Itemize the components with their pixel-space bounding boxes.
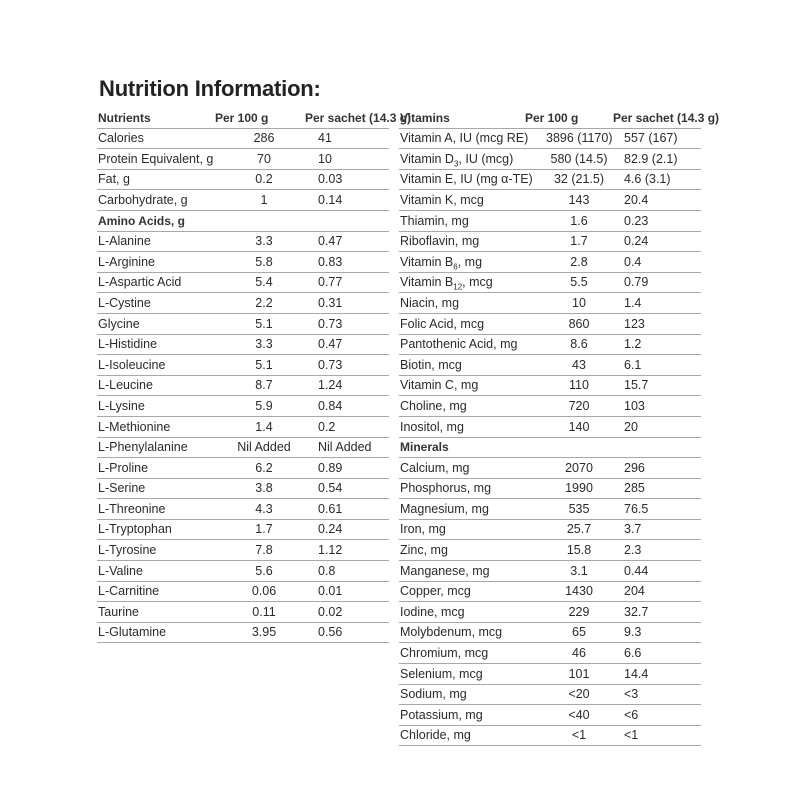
- nutrient-name: L-Lysine: [97, 396, 214, 417]
- per-100g-value: 43: [524, 355, 612, 376]
- table-row: [97, 149, 389, 170]
- per-sachet-value: 20: [612, 416, 701, 437]
- per-100g-value: 110: [524, 375, 612, 396]
- table-row: [399, 272, 701, 293]
- nutrient-name: L-Carnitine: [97, 581, 214, 602]
- table-row: [399, 705, 701, 726]
- nutrient-name: L-Leucine: [97, 375, 214, 396]
- per-sachet-value: 0.44: [612, 561, 701, 582]
- per-sachet-value: 557 (167): [612, 128, 701, 149]
- nutrient-name: Sodium, mg: [399, 684, 524, 705]
- per-sachet-value: 0.54: [304, 478, 389, 499]
- section-row: [399, 437, 701, 458]
- table-row: [97, 561, 389, 582]
- nutrient-name: Pantothenic Acid, mg: [399, 334, 524, 355]
- nutrient-name: Choline, mg: [399, 396, 524, 417]
- table-row: [97, 334, 389, 355]
- per-100g-value: 720: [524, 396, 612, 417]
- nutrient-name: Glycine: [97, 313, 214, 334]
- section-row: [97, 210, 389, 231]
- per-100g-value: 5.1: [214, 355, 304, 376]
- per-100g-value: 1.7: [524, 231, 612, 252]
- nutrient-name: Calories: [97, 128, 214, 149]
- nutrient-name: L-Cystine: [97, 293, 214, 314]
- per-sachet-value: 1.24: [304, 375, 389, 396]
- table-row: [399, 169, 701, 190]
- column-header-per-sachet: Per sachet (14.3 g): [612, 108, 701, 128]
- table-row: [97, 396, 389, 417]
- table-row: [97, 602, 389, 623]
- nutrient-name: L-Tryptophan: [97, 519, 214, 540]
- per-100g-value: 32 (21.5): [524, 169, 612, 190]
- per-100g-value: 2070: [524, 458, 612, 479]
- table-row: [399, 622, 701, 643]
- table-row: [97, 622, 389, 643]
- per-100g-value: 0.06: [214, 581, 304, 602]
- per-100g-value: 860: [524, 313, 612, 334]
- nutrient-name: L-Arginine: [97, 252, 214, 273]
- table-row: [97, 190, 389, 211]
- per-sachet-value: 0.79: [612, 272, 701, 293]
- per-sachet-value: 82.9 (2.1): [612, 149, 701, 170]
- per-sachet-value: 0.31: [304, 293, 389, 314]
- per-sachet-value: Nil Added: [304, 437, 389, 458]
- nutrient-name: Carbohydrate, g: [97, 190, 214, 211]
- table-row: [97, 478, 389, 499]
- table-row: [399, 561, 701, 582]
- table-row: [97, 540, 389, 561]
- per-sachet-value: 0.02: [304, 602, 389, 623]
- per-100g-value: 286: [214, 128, 304, 149]
- per-100g-value: 3.3: [214, 334, 304, 355]
- table-row: [97, 252, 389, 273]
- per-sachet-value: <3: [612, 684, 701, 705]
- per-sachet-value: 1.4: [612, 293, 701, 314]
- per-100g-value: 143: [524, 190, 612, 211]
- table-row: [97, 355, 389, 376]
- table-row: [399, 684, 701, 705]
- per-sachet-value: 0.47: [304, 231, 389, 252]
- nutrient-name-text: Vitamin D: [400, 151, 454, 166]
- table-row: [399, 581, 701, 602]
- table-row: [399, 458, 701, 479]
- per-100g-value: 101: [524, 664, 612, 685]
- nutrient-name: [399, 252, 524, 273]
- per-sachet-value: 0.2: [304, 416, 389, 437]
- nutrient-name: L-Glutamine: [97, 622, 214, 643]
- table-row: [399, 334, 701, 355]
- nutrient-name: Thiamin, mg: [399, 210, 524, 231]
- per-100g-value: 4.3: [214, 499, 304, 520]
- table-row: [399, 519, 701, 540]
- nutrient-name: Riboflavin, mg: [399, 231, 524, 252]
- table-row: [399, 128, 701, 149]
- per-100g-value: Nil Added: [214, 437, 304, 458]
- per-100g-value: 5.8: [214, 252, 304, 273]
- nutrient-name: Magnesium, mg: [399, 499, 524, 520]
- table-row: [97, 437, 389, 458]
- per-100g-value: 15.8: [524, 540, 612, 561]
- per-sachet-value: 2.3: [612, 540, 701, 561]
- per-sachet-value: <1: [612, 725, 701, 746]
- per-100g-value: 10: [524, 293, 612, 314]
- nutrient-name: Vitamin K, mcg: [399, 190, 524, 211]
- per-100g-value: 229: [524, 602, 612, 623]
- per-sachet-value: 0.83: [304, 252, 389, 273]
- per-100g-value: 8.7: [214, 375, 304, 396]
- nutrient-name: Selenium, mcg: [399, 664, 524, 685]
- table-row: [97, 272, 389, 293]
- per-100g-value: <20: [524, 684, 612, 705]
- nutrient-name: L-Isoleucine: [97, 355, 214, 376]
- per-sachet-value: 285: [612, 478, 701, 499]
- vitamins-minerals-table: [399, 108, 720, 746]
- table-row: [399, 602, 701, 623]
- per-sachet-value: 15.7: [612, 375, 701, 396]
- table-row: [399, 231, 701, 252]
- per-sachet-value: 0.24: [612, 231, 701, 252]
- per-sachet-value: 0.23: [612, 210, 701, 231]
- table-row: [97, 231, 389, 252]
- table-row: [97, 458, 389, 479]
- nutrient-name: L-Alanine: [97, 231, 214, 252]
- per-100g-value: 3.1: [524, 561, 612, 582]
- per-100g-value: 3896 (1170): [524, 128, 612, 149]
- nutrient-name: L-Serine: [97, 478, 214, 499]
- table-row: [399, 149, 701, 170]
- per-sachet-value: 296: [612, 458, 701, 479]
- nutrient-name-unit: , mg: [457, 254, 483, 269]
- per-100g-value: 8.6: [524, 334, 612, 355]
- nutrient-name: L-Aspartic Acid: [97, 272, 214, 293]
- per-sachet-value: 0.4: [612, 252, 701, 273]
- per-100g-value: 65: [524, 622, 612, 643]
- nutrient-name: Inositol, mg: [399, 416, 524, 437]
- nutrient-name-text: Vitamin B: [400, 275, 454, 290]
- per-100g-value: 3.95: [214, 622, 304, 643]
- per-sachet-value: 6.6: [612, 643, 701, 664]
- nutrient-name: Vitamin E, IU (mg α-TE): [399, 169, 524, 190]
- per-sachet-value: 41: [304, 128, 389, 149]
- nutrient-name: Zinc, mg: [399, 540, 524, 561]
- nutrient-name-subscript: 3: [453, 159, 459, 169]
- per-sachet-value: 9.3: [612, 622, 701, 643]
- per-sachet-value: 0.14: [304, 190, 389, 211]
- per-100g-value: 5.4: [214, 272, 304, 293]
- nutrient-name: Calcium, mg: [399, 458, 524, 479]
- table-row: [97, 581, 389, 602]
- nutrients-table: [97, 108, 412, 643]
- table-row: [399, 190, 701, 211]
- table-row: [97, 169, 389, 190]
- per-sachet-value: 0.84: [304, 396, 389, 417]
- per-100g-value: 3.8: [214, 478, 304, 499]
- per-100g-value: 140: [524, 416, 612, 437]
- nutrient-name: Biotin, mcg: [399, 355, 524, 376]
- per-sachet-value: 103: [612, 396, 701, 417]
- per-100g-value: <1: [524, 725, 612, 746]
- column-header-per-100g: Per 100 g: [524, 108, 612, 128]
- per-sachet-value: 204: [612, 581, 701, 602]
- table-row: [399, 725, 701, 746]
- nutrient-name: [399, 149, 524, 170]
- table-row: [399, 664, 701, 685]
- per-100g-value: 0.11: [214, 602, 304, 623]
- nutrient-name: L-Tyrosine: [97, 540, 214, 561]
- nutrient-name: Manganese, mg: [399, 561, 524, 582]
- per-sachet-value: 32.7: [612, 602, 701, 623]
- nutrient-name: Molybdenum, mcg: [399, 622, 524, 643]
- per-sachet-value: 20.4: [612, 190, 701, 211]
- table-header-row: [97, 108, 389, 128]
- table-row: [399, 478, 701, 499]
- section-heading: Minerals: [399, 437, 701, 458]
- per-100g-value: 25.7: [524, 519, 612, 540]
- per-100g-value: 1.6: [524, 210, 612, 231]
- per-sachet-value: 1.12: [304, 540, 389, 561]
- table-row: [399, 252, 701, 273]
- per-100g-value: 0.2: [214, 169, 304, 190]
- per-sachet-value: 0.01: [304, 581, 389, 602]
- per-100g-value: 1990: [524, 478, 612, 499]
- nutrient-name: Protein Equivalent, g: [97, 149, 214, 170]
- per-sachet-value: 10: [304, 149, 389, 170]
- per-sachet-value: <6: [612, 705, 701, 726]
- per-100g-value: 2.8: [524, 252, 612, 273]
- nutrient-name: L-Methionine: [97, 416, 214, 437]
- nutrient-name: Fat, g: [97, 169, 214, 190]
- nutrient-name-subscript: 12: [453, 282, 463, 292]
- nutrient-name: Phosphorus, mg: [399, 478, 524, 499]
- per-sachet-value: 0.8: [304, 561, 389, 582]
- nutrient-name: Copper, mcg: [399, 581, 524, 602]
- per-100g-value: 3.3: [214, 231, 304, 252]
- column-header-vitamins: Vitamins: [399, 108, 524, 128]
- nutrient-name: L-Valine: [97, 561, 214, 582]
- per-sachet-value: 0.47: [304, 334, 389, 355]
- nutrient-name: Chromium, mcg: [399, 643, 524, 664]
- table-row: [399, 416, 701, 437]
- page-title: Nutrition Information:: [99, 76, 321, 101]
- table-row: [97, 375, 389, 396]
- table-row: [399, 540, 701, 561]
- column-header-per-100g: Per 100 g: [214, 108, 304, 128]
- nutrient-name: Vitamin C, mg: [399, 375, 524, 396]
- per-sachet-value: 0.24: [304, 519, 389, 540]
- per-100g-value: 46: [524, 643, 612, 664]
- per-100g-value: 5.6: [214, 561, 304, 582]
- table-row: [97, 416, 389, 437]
- per-sachet-value: 0.73: [304, 355, 389, 376]
- per-100g-value: 7.8: [214, 540, 304, 561]
- nutrient-name: Folic Acid, mcg: [399, 313, 524, 334]
- per-100g-value: 535: [524, 499, 612, 520]
- table-row: [399, 499, 701, 520]
- table-row: [97, 293, 389, 314]
- nutrient-name: Vitamin A, IU (mcg RE): [399, 128, 524, 149]
- table-header-row: [399, 108, 701, 128]
- table-row: [97, 519, 389, 540]
- nutrient-name: Taurine: [97, 602, 214, 623]
- per-sachet-value: 0.77: [304, 272, 389, 293]
- table-row: [399, 396, 701, 417]
- per-sachet-value: 0.03: [304, 169, 389, 190]
- per-sachet-value: 76.5: [612, 499, 701, 520]
- per-sachet-value: 14.4: [612, 664, 701, 685]
- per-100g-value: 2.2: [214, 293, 304, 314]
- nutrient-name: L-Threonine: [97, 499, 214, 520]
- nutrient-name-subscript: 6: [453, 262, 458, 272]
- table-row: [399, 313, 701, 334]
- column-header-per-sachet: Per sachet (14.3 g): [304, 108, 389, 128]
- table-row: [97, 499, 389, 520]
- per-sachet-value: 123: [612, 313, 701, 334]
- nutrient-name-text: Vitamin B: [400, 254, 454, 269]
- section-heading: Amino Acids, g: [97, 210, 389, 231]
- nutrient-name: Niacin, mg: [399, 293, 524, 314]
- nutrient-name: Chloride, mg: [399, 725, 524, 746]
- table-row: [399, 355, 701, 376]
- per-sachet-value: 3.7: [612, 519, 701, 540]
- nutrient-name: [399, 272, 524, 293]
- nutrient-name-unit: , mcg: [462, 275, 493, 290]
- nutrient-name: Potassium, mg: [399, 705, 524, 726]
- per-100g-value: 1.4: [214, 416, 304, 437]
- per-100g-value: 5.9: [214, 396, 304, 417]
- per-100g-value: 1: [214, 190, 304, 211]
- per-sachet-value: 0.61: [304, 499, 389, 520]
- per-sachet-value: 1.2: [612, 334, 701, 355]
- table-row: [399, 210, 701, 231]
- per-100g-value: 580 (14.5): [524, 149, 612, 170]
- per-100g-value: 6.2: [214, 458, 304, 479]
- per-sachet-value: 0.73: [304, 313, 389, 334]
- nutrient-name: Iodine, mcg: [399, 602, 524, 623]
- column-header-nutrients: Nutrients: [97, 108, 214, 128]
- nutrient-name: Iron, mg: [399, 519, 524, 540]
- per-sachet-value: 0.89: [304, 458, 389, 479]
- table-row: [399, 643, 701, 664]
- table-row: [97, 313, 389, 334]
- table-row: [399, 375, 701, 396]
- nutrient-name-unit: , IU (mcg): [458, 151, 514, 166]
- nutrient-name: L-Proline: [97, 458, 214, 479]
- table-row: [399, 293, 701, 314]
- nutrient-name: L-Phenylalanine: [97, 437, 214, 458]
- per-sachet-value: 0.56: [304, 622, 389, 643]
- per-sachet-value: 4.6 (3.1): [612, 169, 701, 190]
- per-100g-value: 1.7: [214, 519, 304, 540]
- table-row: [97, 128, 389, 149]
- per-100g-value: 70: [214, 149, 304, 170]
- per-100g-value: 5.5: [524, 272, 612, 293]
- per-sachet-value: 6.1: [612, 355, 701, 376]
- per-100g-value: 1430: [524, 581, 612, 602]
- per-100g-value: 5.1: [214, 313, 304, 334]
- nutrient-name: L-Histidine: [97, 334, 214, 355]
- per-100g-value: <40: [524, 705, 612, 726]
